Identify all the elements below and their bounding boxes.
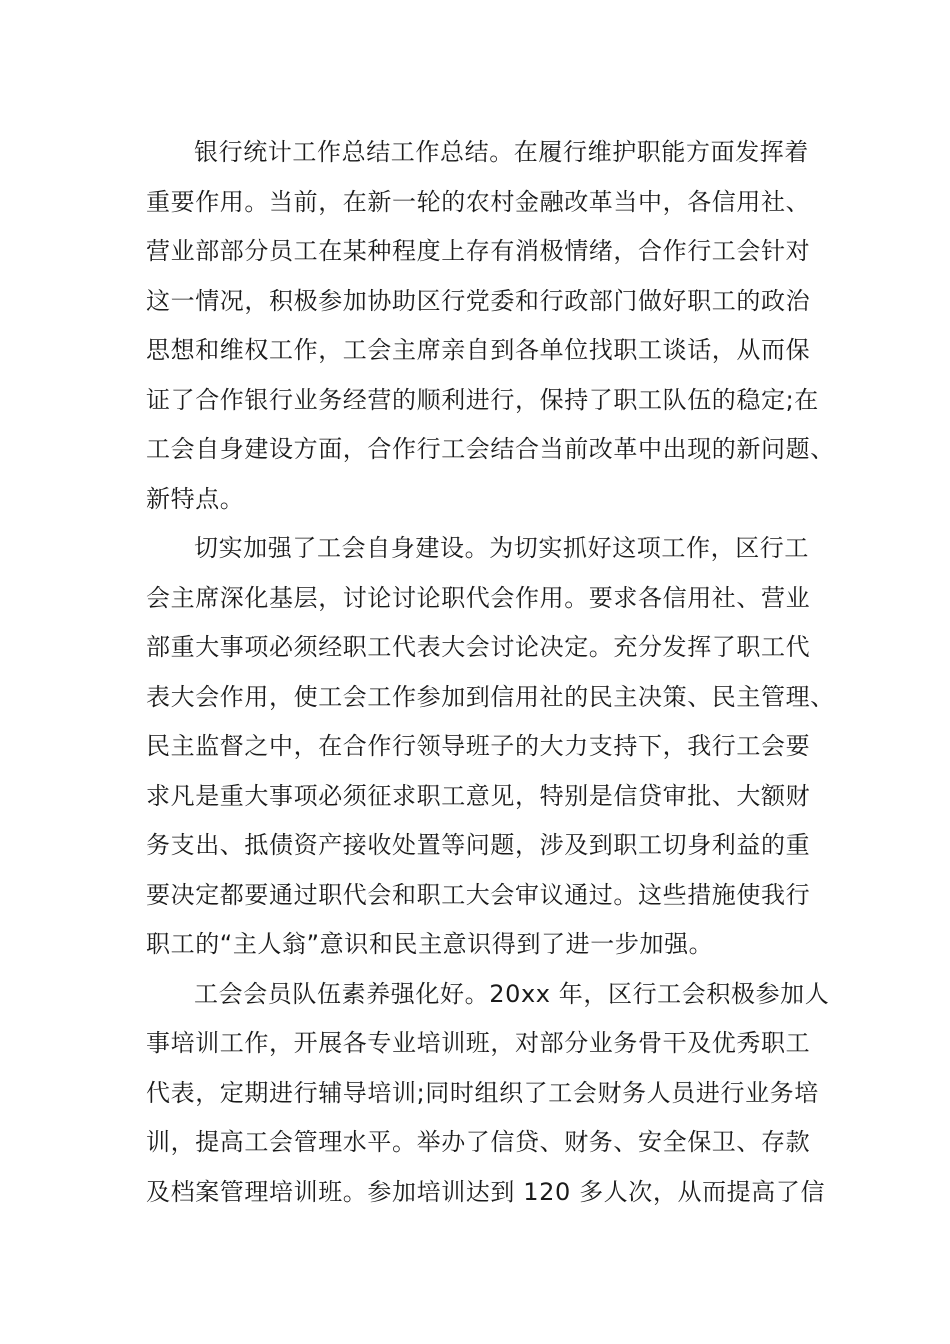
text-line: 务支出、抵债资产接收处置等问题，涉及到职工切身利益的重	[146, 831, 811, 859]
text-line: 切实加强了工会自身建设。为切实抓好这项工作，区行工	[194, 534, 809, 562]
text-line: 重要作用。当前，在新一轮的农村金融改革当中，各信用社、	[146, 187, 811, 216]
text-line: 及档案管理培训班。参加培训达到 120 多人次，从而提高了信	[146, 1177, 826, 1206]
text-line: 证了合作银行业务经营的顺利进行，保持了职工队伍的稳定;在	[146, 385, 819, 414]
paragraph-2	[146, 524, 835, 970]
text-line: 求凡是重大事项必须征求职工意见，特别是信贷审批、大额财	[146, 781, 811, 810]
text-line: 这一情况，积极参加协助区行党委和行政部门做好职工的政治	[146, 286, 811, 315]
text-line: 事培训工作，开展各专业培训班，对部分业务骨干及优秀职工	[146, 1029, 811, 1057]
document-body	[146, 128, 835, 1217]
text-line: 部重大事项必须经职工代表大会讨论决定。充分发挥了职工代	[146, 633, 811, 661]
text-line: 要决定都要通过职代会和职工大会审议通过。这些措施使我行	[146, 880, 811, 909]
text-line: 表大会作用，使工会工作参加到信用社的民主决策、民主管理、	[146, 682, 835, 711]
text-line: 训，提高工会管理水平。举办了信贷、财务、安全保卫、存款	[146, 1128, 811, 1156]
text-line: 会主席深化基层，讨论讨论职代会作用。要求各信用社、营业	[146, 583, 811, 612]
text-line: 营业部部分员工在某种程度上存有消极情绪，合作行工会针对	[146, 237, 811, 265]
text-line: 银行统计工作总结工作总结。在履行维护职能方面发挥着	[194, 138, 809, 166]
text-line: 工会会员队伍素养强化好。20xx 年，区行工会积极参加人	[194, 979, 830, 1008]
text-line: 思想和维权工作，工会主席亲自到各单位找职工谈话，从而保	[146, 336, 811, 364]
text-line: 民主监督之中，在合作行领导班子的大力支持下，我行工会要	[146, 732, 811, 760]
text-line: 工会自身建设方面，合作行工会结合当前改革中出现的新问题、	[146, 435, 835, 463]
text-line: 代表，定期进行辅导培训;同时组织了工会财务人员进行业务培	[146, 1078, 819, 1107]
paragraph-1	[146, 128, 835, 524]
text-line: 新特点。	[146, 484, 245, 513]
paragraph-3	[146, 970, 830, 1218]
text-line: 职工的“主人翁”意识和民主意识得到了进一步加强。	[146, 930, 714, 958]
